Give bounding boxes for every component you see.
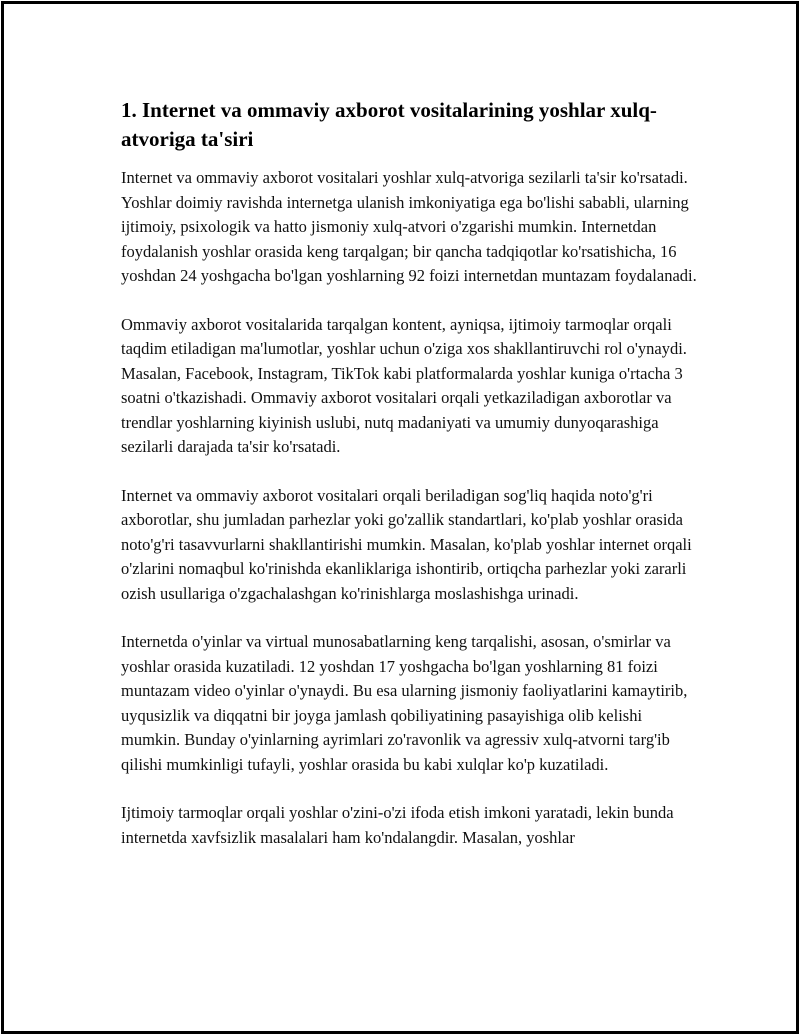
section-title: 1. Internet va ommaviy axborot vositalarining yoshlar xulq-atvoriga ta'siri <box>121 98 657 151</box>
paragraph-2: Ommaviy axborot vositalarida tarqalgan kontent, ayniqsa, ijtimoiy tarmoqlar orqali taqdim etiladigan ma'lumotlar, yoshlar uchun o'ziga xos shakllantiruvchi rol o'ynaydi. Masalan, Facebook, Instagram, TikTok kabi platformalarda yoshlar kuniga o'rtacha 3 soatni o'tkazishadi. Ommaviy axborot vositalari orqali yetkaziladigan axborotlar va trendlar yoshlarning kiyinish uslubi, nutq madaniyati va umumiy dunyoqarashiga sezilarli darajada ta'sir ko'rsatadi. <box>121 314 687 456</box>
paragraph-4: Internetda o'yinlar va virtual munosabatlarning keng tarqalishi, asosan, o'smirlar va yoshlar orasida kuzatiladi. 12 yoshdan 17 yoshgacha bo'lgan yoshlarning 81 foizi muntazam video o'yinlar o'ynaydi. Bu esa ularning jismoniy faoliyatlarini kamaytirib, uyqusizlik va diqqatni bir joyga jamlash qobiliyatining pasayishiga olib kelishi mumkin. Bunday o'yinlarning ayrimlari zo'ravonlik va agressiv xulq-atvorni targ'ib qilishi mumkinligi tufayli, yoshlar orasida bu kabi xulqlar ko'p kuzatiladi. <box>121 632 688 774</box>
paragraph-1: Internet va ommaviy axborot vositalari yoshlar xulq-atvoriga sezilarli ta'sir ko'rsatadi. Yoshlar doimiy ravishda internetga ulanish imkoniyatiga ega bo'lishi sababli, ularning ijtimoiy, psixologik va hatto jismoniy xulq-atvori o'zgarishi mumkin. Internetdan foydalanish yoshlar orasida keng tarqalgan; bir qancha tadqiqotlar ko'rsatishicha, 16 yoshdan 24 yoshgacha bo'lgan yoshlarning 92 foizi internetdan muntazam foydalanadi. <box>121 168 697 285</box>
paragraph-5: Ijtimoiy tarmoqlar orqali yoshlar o'zini-o'zi ifoda etish imkoni yaratadi, lekin bunda internetda xavfsizlik masalalari ham ko'ndalangdir. Masalan, yoshlar <box>121 803 674 847</box>
document-page <box>1 1 799 1034</box>
paragraph-3: Internet va ommaviy axborot vositalari orqali beriladigan sog'liq haqida noto'g'ri axborotlar, shu jumladan parhezlar yoki go'zallik standartlari, ko'plab yoshlar orasida noto'g'ri tasavvurlarni shakllantirishi mumkin. Masalan, ko'plab yoshlar internet orqali o'zlarini nomaqbul ko'rinishda ekanliklariga ishontirib, ortiqcha parhezlar yoki zararli ozish usullariga o'zgachalashgan ko'rinishlarga moslashishga urinadi. <box>121 485 692 603</box>
document-content <box>121 96 701 874</box>
